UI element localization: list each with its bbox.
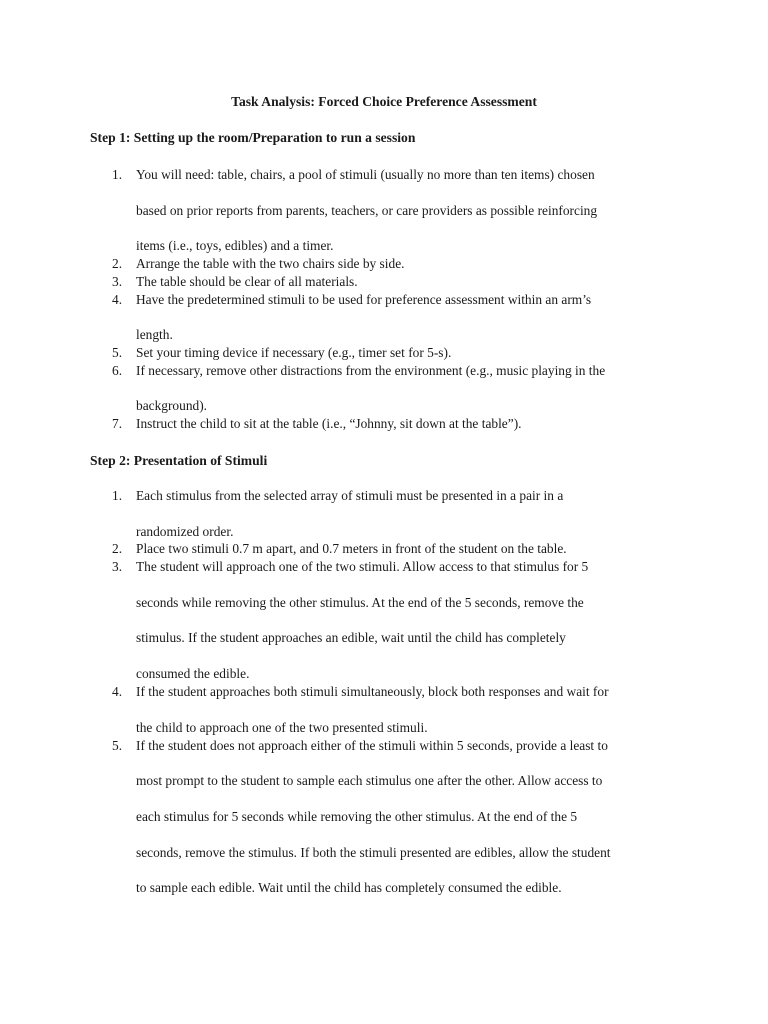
- list-item-line: If the student approaches both stimuli simultaneously, block both responses and wait for: [136, 684, 609, 699]
- list-item-line: each stimulus for 5 seconds while removing the other stimulus. At the end of the 5: [136, 809, 578, 824]
- list-item-line: Place two stimuli 0.7 m apart, and 0.7 meters in front of the student on the table.: [136, 541, 567, 556]
- list-item-line: Arrange the table with the two chairs side by side.: [136, 256, 405, 271]
- list-item-line: length.: [136, 327, 173, 342]
- section-heading-step-1: Step 1: Setting up the room/Preparation to run a session: [90, 130, 416, 145]
- list-item-line: consumed the edible.: [136, 666, 250, 681]
- page-title: Task Analysis: Forced Choice Preference Assessment: [231, 94, 537, 109]
- list-item-line: Have the predetermined stimuli to be used for preference assessment within an arm’s: [136, 292, 592, 307]
- list-item-number: 2.: [112, 256, 123, 271]
- list-item-number: 1.: [112, 488, 123, 503]
- list-item-number: 7.: [112, 416, 123, 431]
- list-item-number: 3.: [112, 274, 123, 289]
- list-item-line: to sample each edible. Wait until the child has completely consumed the edible.: [136, 880, 562, 895]
- list-item-line: items (i.e., toys, edibles) and a timer.: [136, 238, 334, 253]
- list-item-number: 2.: [112, 541, 123, 556]
- list-item-line: most prompt to the student to sample each stimulus one after the other. Allow access to: [136, 773, 603, 788]
- list-item-line: Each stimulus from the selected array of stimuli must be presented in a pair in a: [136, 488, 564, 503]
- list-item-number: 3.: [112, 559, 123, 574]
- list-item-line: stimulus. If the student approaches an edible, wait until the child has completely: [136, 630, 566, 645]
- list-item-line: background).: [136, 398, 208, 413]
- list-item-line: The student will approach one of the two stimuli. Allow access to that stimulus for 5: [136, 559, 589, 574]
- list-item-line: If the student does not approach either of the stimuli within 5 seconds, provide a least to: [136, 738, 608, 753]
- list-item-number: 4.: [112, 292, 123, 307]
- list-item-line: the child to approach one of the two presented stimuli.: [136, 720, 428, 735]
- list-item-line: If necessary, remove other distractions from the environment (e.g., music playing in the: [136, 363, 606, 378]
- list-item-line: You will need: table, chairs, a pool of stimuli (usually no more than ten items) chosen: [136, 167, 595, 182]
- list-item-line: seconds, remove the stimulus. If both the stimuli presented are edibles, allow the student: [136, 845, 611, 860]
- list-item-line: seconds while removing the other stimulus. At the end of the 5 seconds, remove the: [136, 595, 584, 610]
- list-item-number: 5.: [112, 345, 123, 360]
- list-item-line: based on prior reports from parents, teachers, or care providers as possible reinforcing: [136, 203, 598, 218]
- list-item-number: 5.: [112, 738, 123, 753]
- list-item-line: The table should be clear of all materials.: [136, 274, 358, 289]
- list-item-line: Instruct the child to sit at the table (i.e., “Johnny, sit down at the table”).: [136, 416, 522, 431]
- section-heading-step-2: Step 2: Presentation of Stimuli: [90, 453, 268, 468]
- list-item-line: randomized order.: [136, 524, 234, 539]
- list-item-line: Set your timing device if necessary (e.g., timer set for 5-s).: [136, 345, 452, 360]
- list-item-number: 1.: [112, 167, 123, 182]
- list-item-number: 6.: [112, 363, 123, 378]
- list-item-number: 4.: [112, 684, 123, 699]
